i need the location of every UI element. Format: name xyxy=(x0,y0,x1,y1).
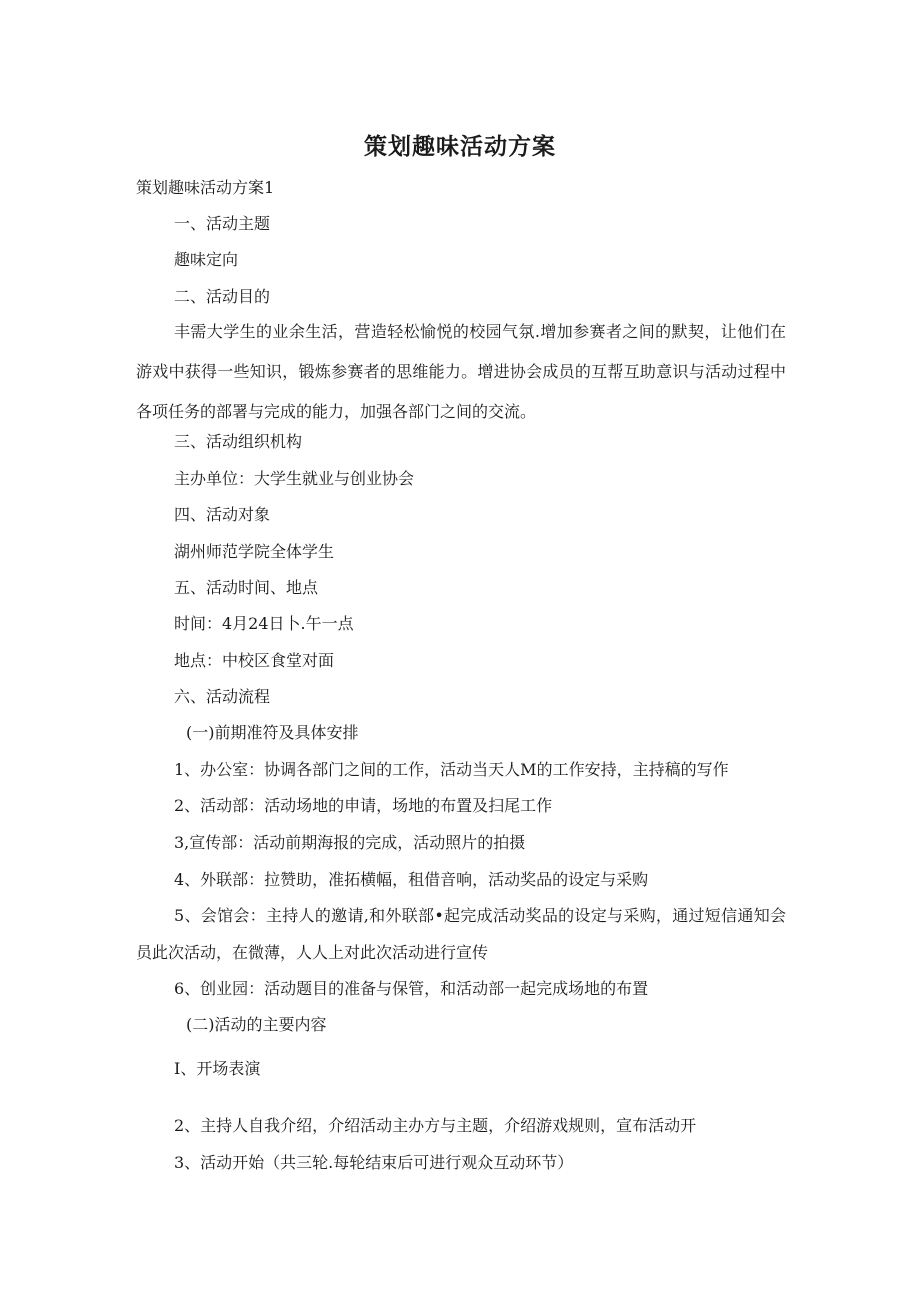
list-item-6: 6、创业园：活动题目的准备与保管，和活动部一起完成场地的布置 xyxy=(174,979,649,998)
list-item-1: 1、办公室：协调各部门之间的工作，活动当天人M的工作安持，主持稿的写作 xyxy=(174,760,729,779)
content-item-2: 2、主持人自我介绍，介绍活动主办方与主题，介绍游戏规则，宣布活动开 xyxy=(174,1116,697,1135)
section-1-heading: 一、活动主题 xyxy=(174,214,271,233)
content-item-1: I、开场表演 xyxy=(174,1059,261,1078)
subsection-1-heading: (一)前期准符及具体安排 xyxy=(186,723,359,742)
section-4-heading: 四、活动对象 xyxy=(174,505,271,524)
section-5-heading: 五、活动时间、地点 xyxy=(174,578,319,597)
section-5-time: 时间：4月24日卜.午一点 xyxy=(174,614,354,633)
section-3-text: 主办单位：大学生就业与创业协会 xyxy=(174,469,415,488)
section-1-text: 趣味定向 xyxy=(174,250,239,269)
subsection-2-heading: (二)活动的主要内容 xyxy=(186,1015,327,1034)
document-title: 策划趣味活动方案 xyxy=(364,134,556,160)
section-2-paragraph: 丰需大学生的业余生活，营造轻松愉悦的校园气氛.增加参赛者之间的默契，让他们在游戏中获得一些知识，锻炼参赛者的思维能力。增进协会成员的互帮互助意识与活动过程中各项任务的部署与完成的能力，加强各部门之间的交流。 xyxy=(136,322,786,421)
list-item-3: 3,宣传部：活动前期海报的完成，活动照片的拍摄 xyxy=(174,833,526,852)
list-item-5: 5、会馆会：主持人的邀请,和外联部•起完成活动奖品的设定与采购，通过短信通知会员此次活动，在微薄，人人上对此次活动进行宣传 xyxy=(136,906,786,962)
section-5-place: 地点：中校区食堂对面 xyxy=(174,651,335,670)
subtitle: 策划趣味活动方案1 xyxy=(136,178,275,197)
section-3-heading: 三、活动组织机构 xyxy=(174,432,303,451)
section-6-heading: 六、活动流程 xyxy=(174,687,271,706)
list-item-4: 4、外联部：拉赞助，准拓横幅，租借音响，活动奖品的设定与采购 xyxy=(174,870,649,889)
list-item-2: 2、活动部：活动场地的申请，场地的布置及扫尾工作 xyxy=(174,796,553,815)
section-2-heading: 二、活动目的 xyxy=(174,287,271,306)
content-item-3: 3、活动开始（共三轮.每轮结束后可进行观众互动环节） xyxy=(174,1153,574,1172)
section-4-text: 湖州师范学院全体学生 xyxy=(174,542,335,561)
